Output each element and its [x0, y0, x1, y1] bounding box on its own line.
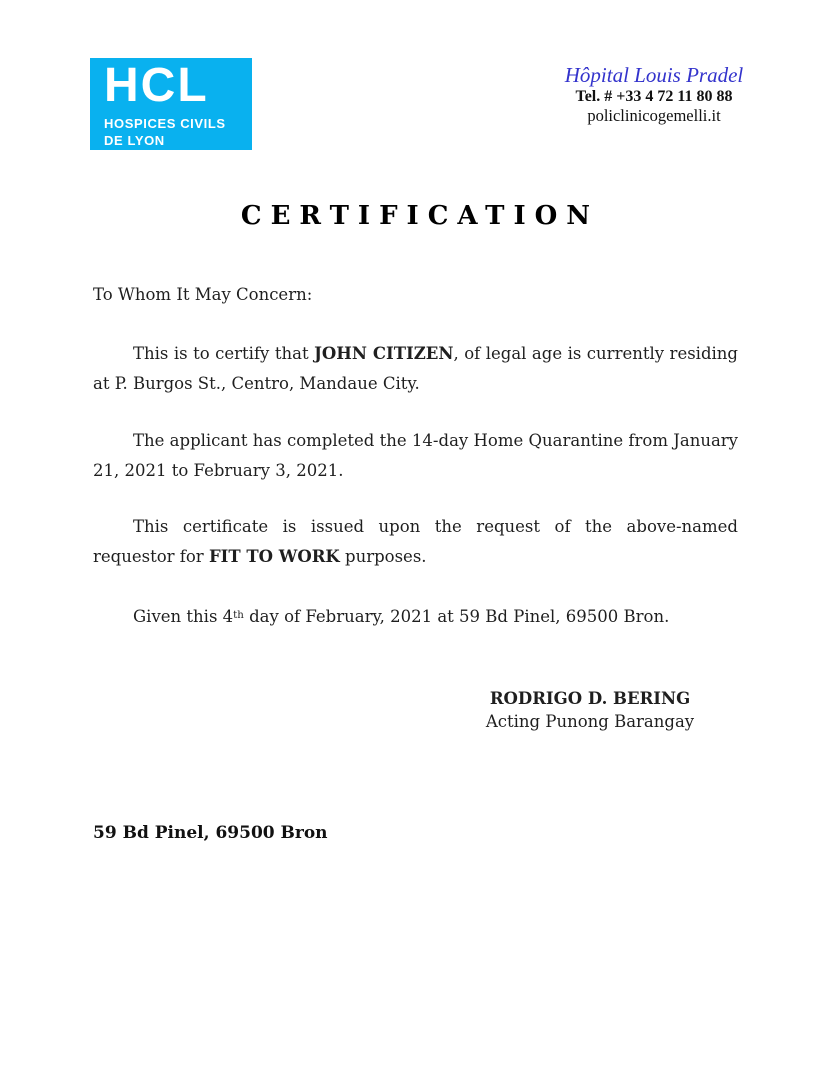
ordinal-superscript: th	[233, 610, 244, 622]
paragraph-certify-text: This is to certify that	[133, 344, 315, 363]
hcl-logo	[90, 58, 252, 150]
applicant-name: JOHN CITIZEN	[314, 344, 454, 363]
logo-org-name-line1: HOSPICES CIVILS	[104, 116, 226, 131]
footer-address: 59 Bd Pinel, 69500 Bron	[93, 823, 328, 843]
paragraph-purpose-rest: purposes.	[339, 546, 427, 566]
logo-acronym: HCL	[104, 59, 209, 112]
hospital-phone: Tel. # +33 4 72 11 80 88	[575, 88, 733, 105]
paragraph-purpose-text: This certificate is issued upon the request of the above-named requestor for	[93, 517, 738, 566]
paragraph-certify	[93, 339, 738, 398]
hospital-website: policlinicogemelli.it	[587, 106, 721, 125]
logo-org-name-line2: DE LYON	[104, 133, 165, 148]
hospital-contact-block	[534, 62, 774, 125]
purpose-label: FIT TO WORK	[208, 546, 340, 566]
paragraph-quarantine: The applicant has completed the 14-day Home Quarantine from January 21, 2021 to February 3, 2021.	[93, 431, 738, 480]
signature-block	[440, 687, 740, 733]
signatory-name: RODRIGO D. BERING	[489, 689, 691, 708]
hospital-name: Hôpital Louis Pradel	[564, 63, 744, 87]
paragraph-given-date	[93, 602, 738, 635]
signatory-title: Acting Punong Barangay	[485, 712, 695, 731]
document-title: CERTIFICATION	[240, 201, 600, 231]
given-date-text: Given this 4	[133, 607, 234, 626]
given-date-rest: day of February, 2021 at 59 Bd Pinel, 69500 Bron.	[243, 607, 670, 626]
salutation: To Whom It May Concern:	[93, 285, 313, 304]
paragraph-certify-rest: , of legal age is currently residing at P. Burgos St., Centro, Mandaue City.	[93, 344, 738, 393]
paragraph-purpose	[93, 512, 738, 571]
